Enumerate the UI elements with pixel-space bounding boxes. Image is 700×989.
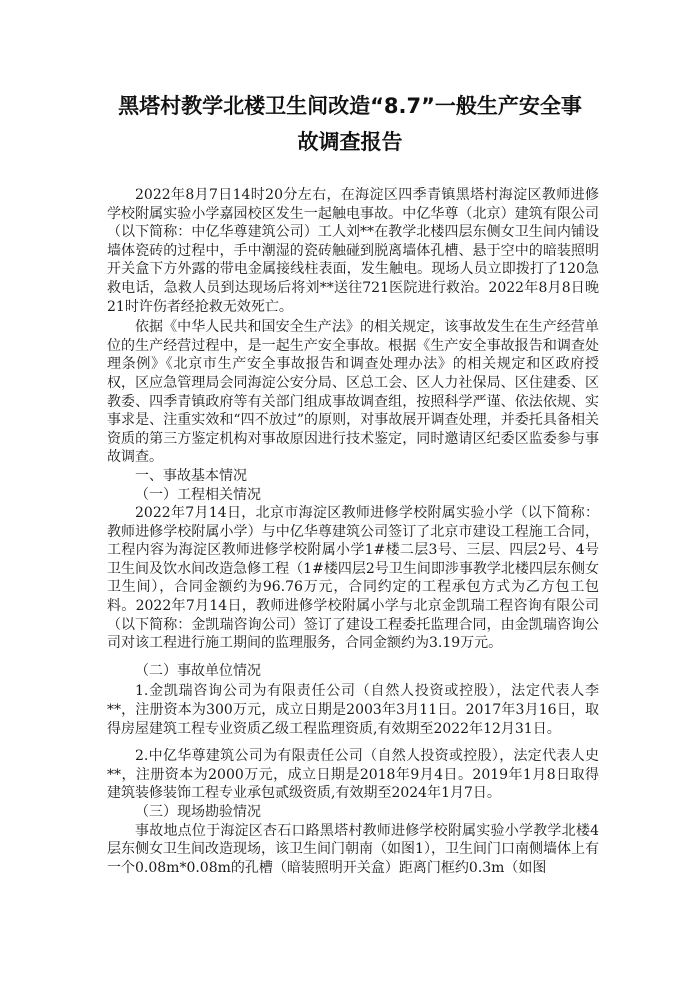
title-line-1: 黑塔村教学北楼卫生间改造“8.7”一般生产安全事 xyxy=(118,94,582,118)
paragraph-site-survey: 事故地点位于海淀区杏石口路黑塔村教师进修学校附属实验小学教学北楼4层东侧女卫生间改造现场，该卫生间门朝南（如图1），卫生间门口南侧墙体上有一个0.08m*0.08m的孔槽（暗装照明开关盒）距离门框约0.3m（如图 xyxy=(107,822,599,876)
paragraph-project-info: 2022年7月14日，北京市海淀区教师进修学校附属实验小学（以下简称：教师进修学校附属小学）与中亿华尊建筑公司签订了北京市建设工程施工合同，工程内容为海淀区教师进修学校附属小学1#楼二层3号、三层、四层2号、4号卫生间及饮水间改造急修工程（1#楼四层2号卫生间即涉事教学北楼四层东侧女卫生间），合同金额约为96.76万元，合同约定的工程承包方式为乙方包工包料。2022年7月14日，教师进修学校附属小学与北京金凯瑞工程咨询有限公司（以下简称：金凯瑞咨询公司）签订了建设工程委托监理合同，由金凯瑞咨询公司对该工程进行施工期间的监理服务，合同金额约为3.19万元。 xyxy=(107,505,599,652)
subsection-heading-1: （一）工程相关情况 xyxy=(135,486,261,503)
report-title xyxy=(80,88,620,160)
subsection-heading-2: （二）事故单位情况 xyxy=(135,662,261,679)
paragraph-company-1: 1.金凯瑞咨询公司为有限责任公司（自然人投资或控股），法定代表人李**，注册资本为300万元，成立日期是2003年3月11日。2017年3月16日，取得房屋建筑工程专业资质乙级工程监理资质,有效期至2022年12月31日。 xyxy=(107,683,599,737)
subsection-heading-3: （三）现场勘验情况 xyxy=(135,804,261,820)
paragraph-company-2: 2.中亿华尊建筑公司为有限责任公司（自然人投资或控股），法定代表人史**，注册资本为2000万元，成立日期是2018年9月4日。2019年1月8日取得建筑装修装饰工程专业承包贰级资质,有效期至2024年1月7日。 xyxy=(107,748,599,802)
paragraph-incident-summary: 2022年8月7日14时20分左右，在海淀区四季青镇黑塔村海淀区教师进修学校附属实验小学嘉园校区发生一起触电事故。中亿华尊（北京）建筑有限公司（以下简称：中亿华尊建筑公司）工人刘**在教学北楼四层东侧女卫生间内铺设墙体瓷砖的过程中，手中潮湿的瓷砖触碰到脱离墙体孔槽、悬于空中的暗装照明开关盒下方外露的带电金属接线柱表面，发生触电。现场人员立即拨打了120急救电话，急救人员到达现场后将刘**送往721医院进行救治。2022年8月8日晚21时许伤者经抢救无效死亡。 xyxy=(107,187,599,315)
paragraph-legal-basis: 依据《中华人民共和国安全生产法》的相关规定，该事故发生在生产经营单位的生产经营过程中，是一起生产安全事故。根据《生产安全事故报告和调查处理条例》《北京市生产安全事故报告和调查处理办法》的相关规定和区政府授权，区应急管理局会同海淀公安分局、区总工会、区人力社保局、区住建委、区教委、四季青镇政府等有关部门组成事故调查组，按照科学严谨、依法依规、实事求是、注重实效和“四不放过”的原则，对事故展开调查处理，并委托具备相关资质的第三方鉴定机构对事故原因进行技术鉴定，同时邀请区纪委区监委参与事故调查。 xyxy=(107,319,599,466)
title-line-2: 故调查报告 xyxy=(297,130,403,154)
report-body xyxy=(107,186,599,877)
section-heading-1: 一、事故基本情况 xyxy=(135,467,247,484)
